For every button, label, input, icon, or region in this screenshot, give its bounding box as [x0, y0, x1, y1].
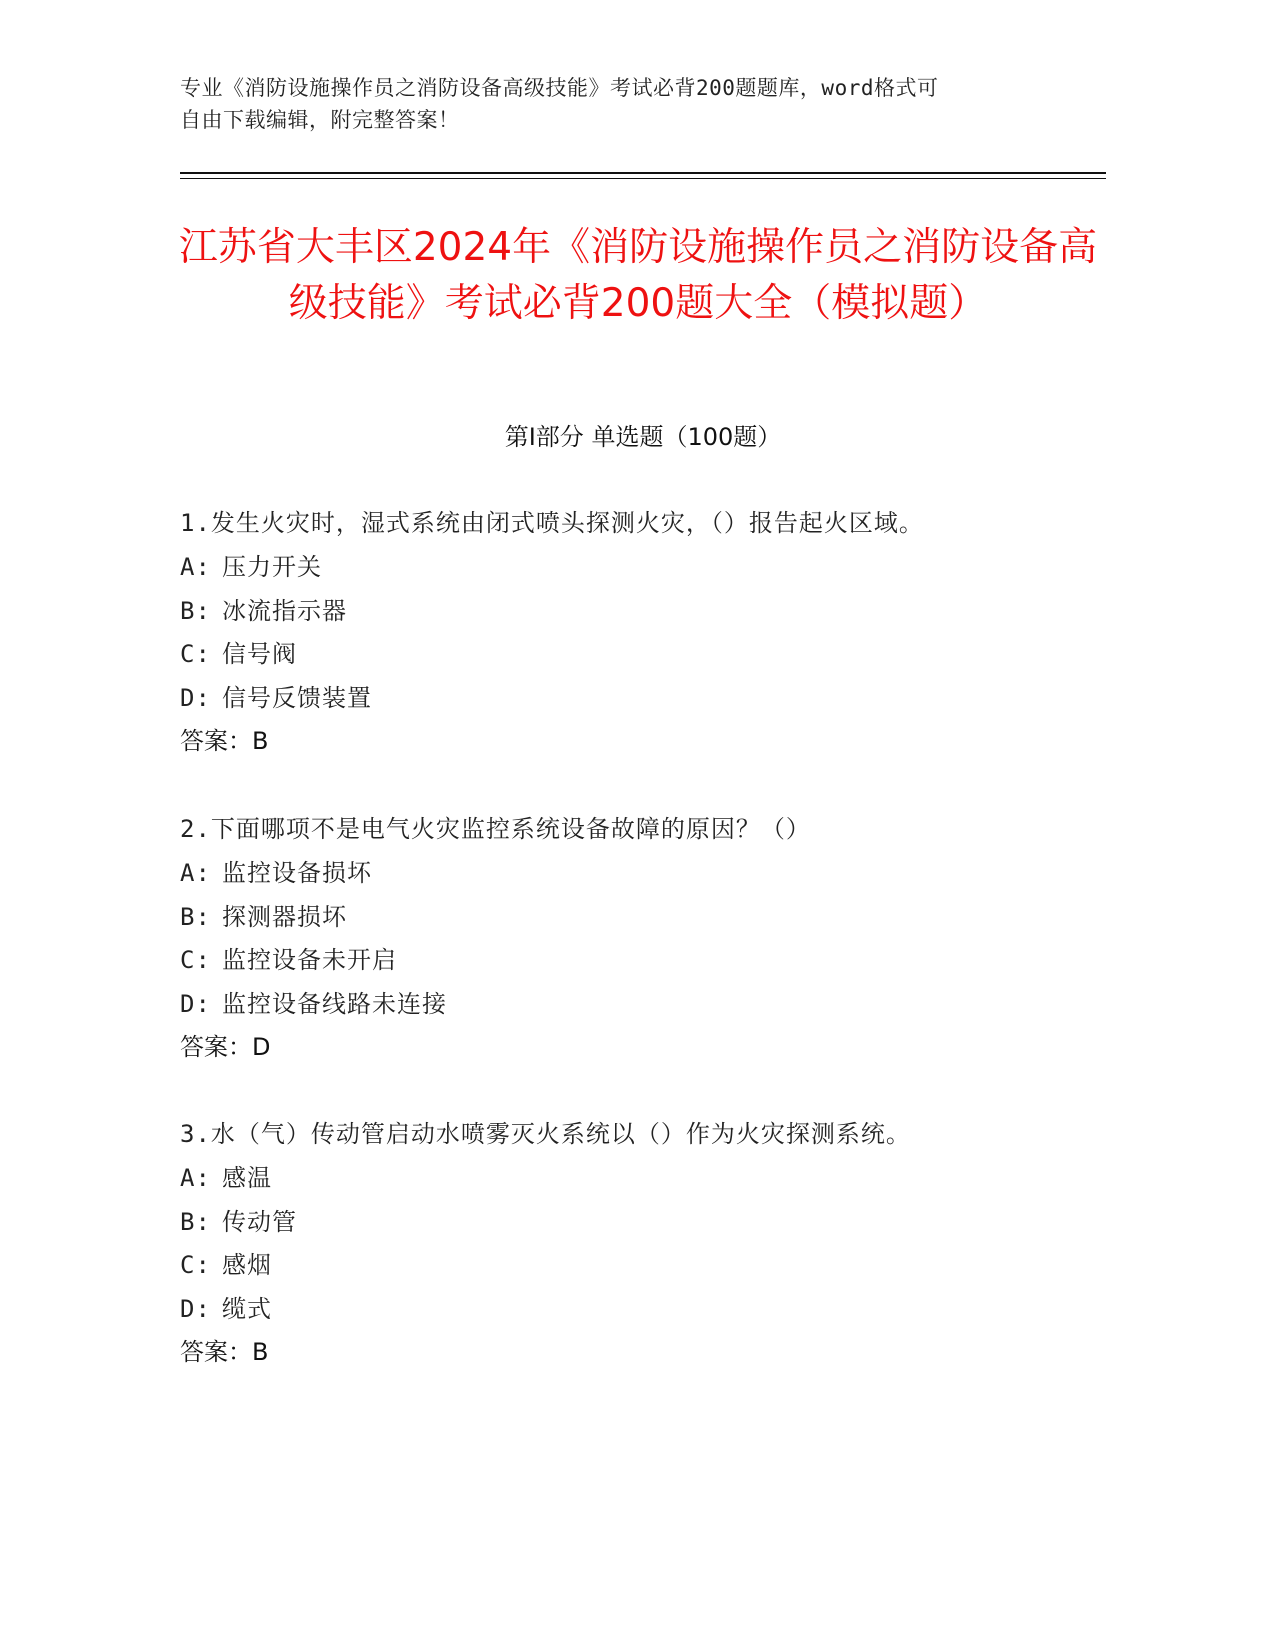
- question-stem: 3.水（气）传动管启动水喷雾灭火系统以（）作为火灾探测系统。: [180, 1120, 911, 1148]
- option-key: D:: [180, 989, 211, 1018]
- question-stem: 2.下面哪项不是电气火灾监控系统设备故障的原因？（）: [180, 815, 811, 843]
- option-text: 缆式: [222, 1294, 272, 1323]
- option-text: 探测器损坏: [222, 902, 347, 931]
- option-key: C:: [180, 1251, 211, 1279]
- option-key: C:: [180, 640, 211, 668]
- option-key: B:: [180, 596, 211, 625]
- option-key: C:: [180, 946, 211, 974]
- option-d: [180, 989, 1106, 1033]
- option-c: [180, 639, 1106, 683]
- question-3: [180, 1119, 1106, 1367]
- option-b: [180, 902, 1106, 946]
- option-d: [180, 683, 1106, 727]
- option-text: 传动管: [222, 1207, 297, 1236]
- option-a: [180, 858, 1106, 902]
- option-text: 压力开关: [222, 553, 322, 581]
- option-text: 感烟: [222, 1251, 272, 1279]
- option-text: 冰流指示器: [222, 596, 347, 625]
- option-text: 监控设备未开启: [222, 946, 397, 974]
- option-text: 监控设备损坏: [222, 859, 372, 887]
- option-key: D:: [180, 683, 211, 712]
- header-note-line-1: 专业《消防设施操作员之消防设备高级技能》考试必背200题题库，word格式可: [180, 76, 939, 100]
- header-note: [180, 72, 1060, 136]
- header-note-line-2: 自由下载编辑，附完整答案！: [180, 108, 460, 132]
- option-d: [180, 1294, 1106, 1338]
- document-title: 江苏省大丰区2024年《消防设施操作员之消防设备高级技能》考试必背200题大全（模拟题）: [178, 225, 1098, 326]
- question-2: [180, 814, 1106, 1062]
- option-key: B:: [180, 902, 211, 931]
- question-1: [180, 508, 1106, 756]
- answer: 答案：D: [180, 1033, 271, 1061]
- header-rule-thick: [180, 172, 1106, 174]
- option-b: [180, 1207, 1106, 1251]
- option-key: A:: [180, 553, 211, 581]
- option-key: A:: [180, 859, 211, 887]
- option-key: D:: [180, 1294, 211, 1323]
- option-b: [180, 596, 1106, 640]
- question-stem: 1.发生火灾时，湿式系统由闭式喷头探测火灾，（）报告起火区域。: [180, 509, 924, 537]
- option-a: [180, 552, 1106, 596]
- option-key: B:: [180, 1207, 211, 1236]
- option-text: 监控设备线路未连接: [222, 989, 447, 1018]
- option-c: [180, 945, 1106, 989]
- option-text: 信号阀: [222, 640, 297, 668]
- option-c: [180, 1250, 1106, 1294]
- answer: 答案：B: [180, 727, 269, 755]
- section-heading: 第Ⅰ部分 单选题（100题）: [504, 423, 782, 451]
- header-rule-thin: [180, 178, 1106, 179]
- option-text: 感温: [222, 1164, 272, 1192]
- option-a: [180, 1163, 1106, 1207]
- answer: 答案：B: [180, 1338, 269, 1366]
- option-key: A:: [180, 1164, 211, 1192]
- option-text: 信号反馈装置: [222, 683, 372, 712]
